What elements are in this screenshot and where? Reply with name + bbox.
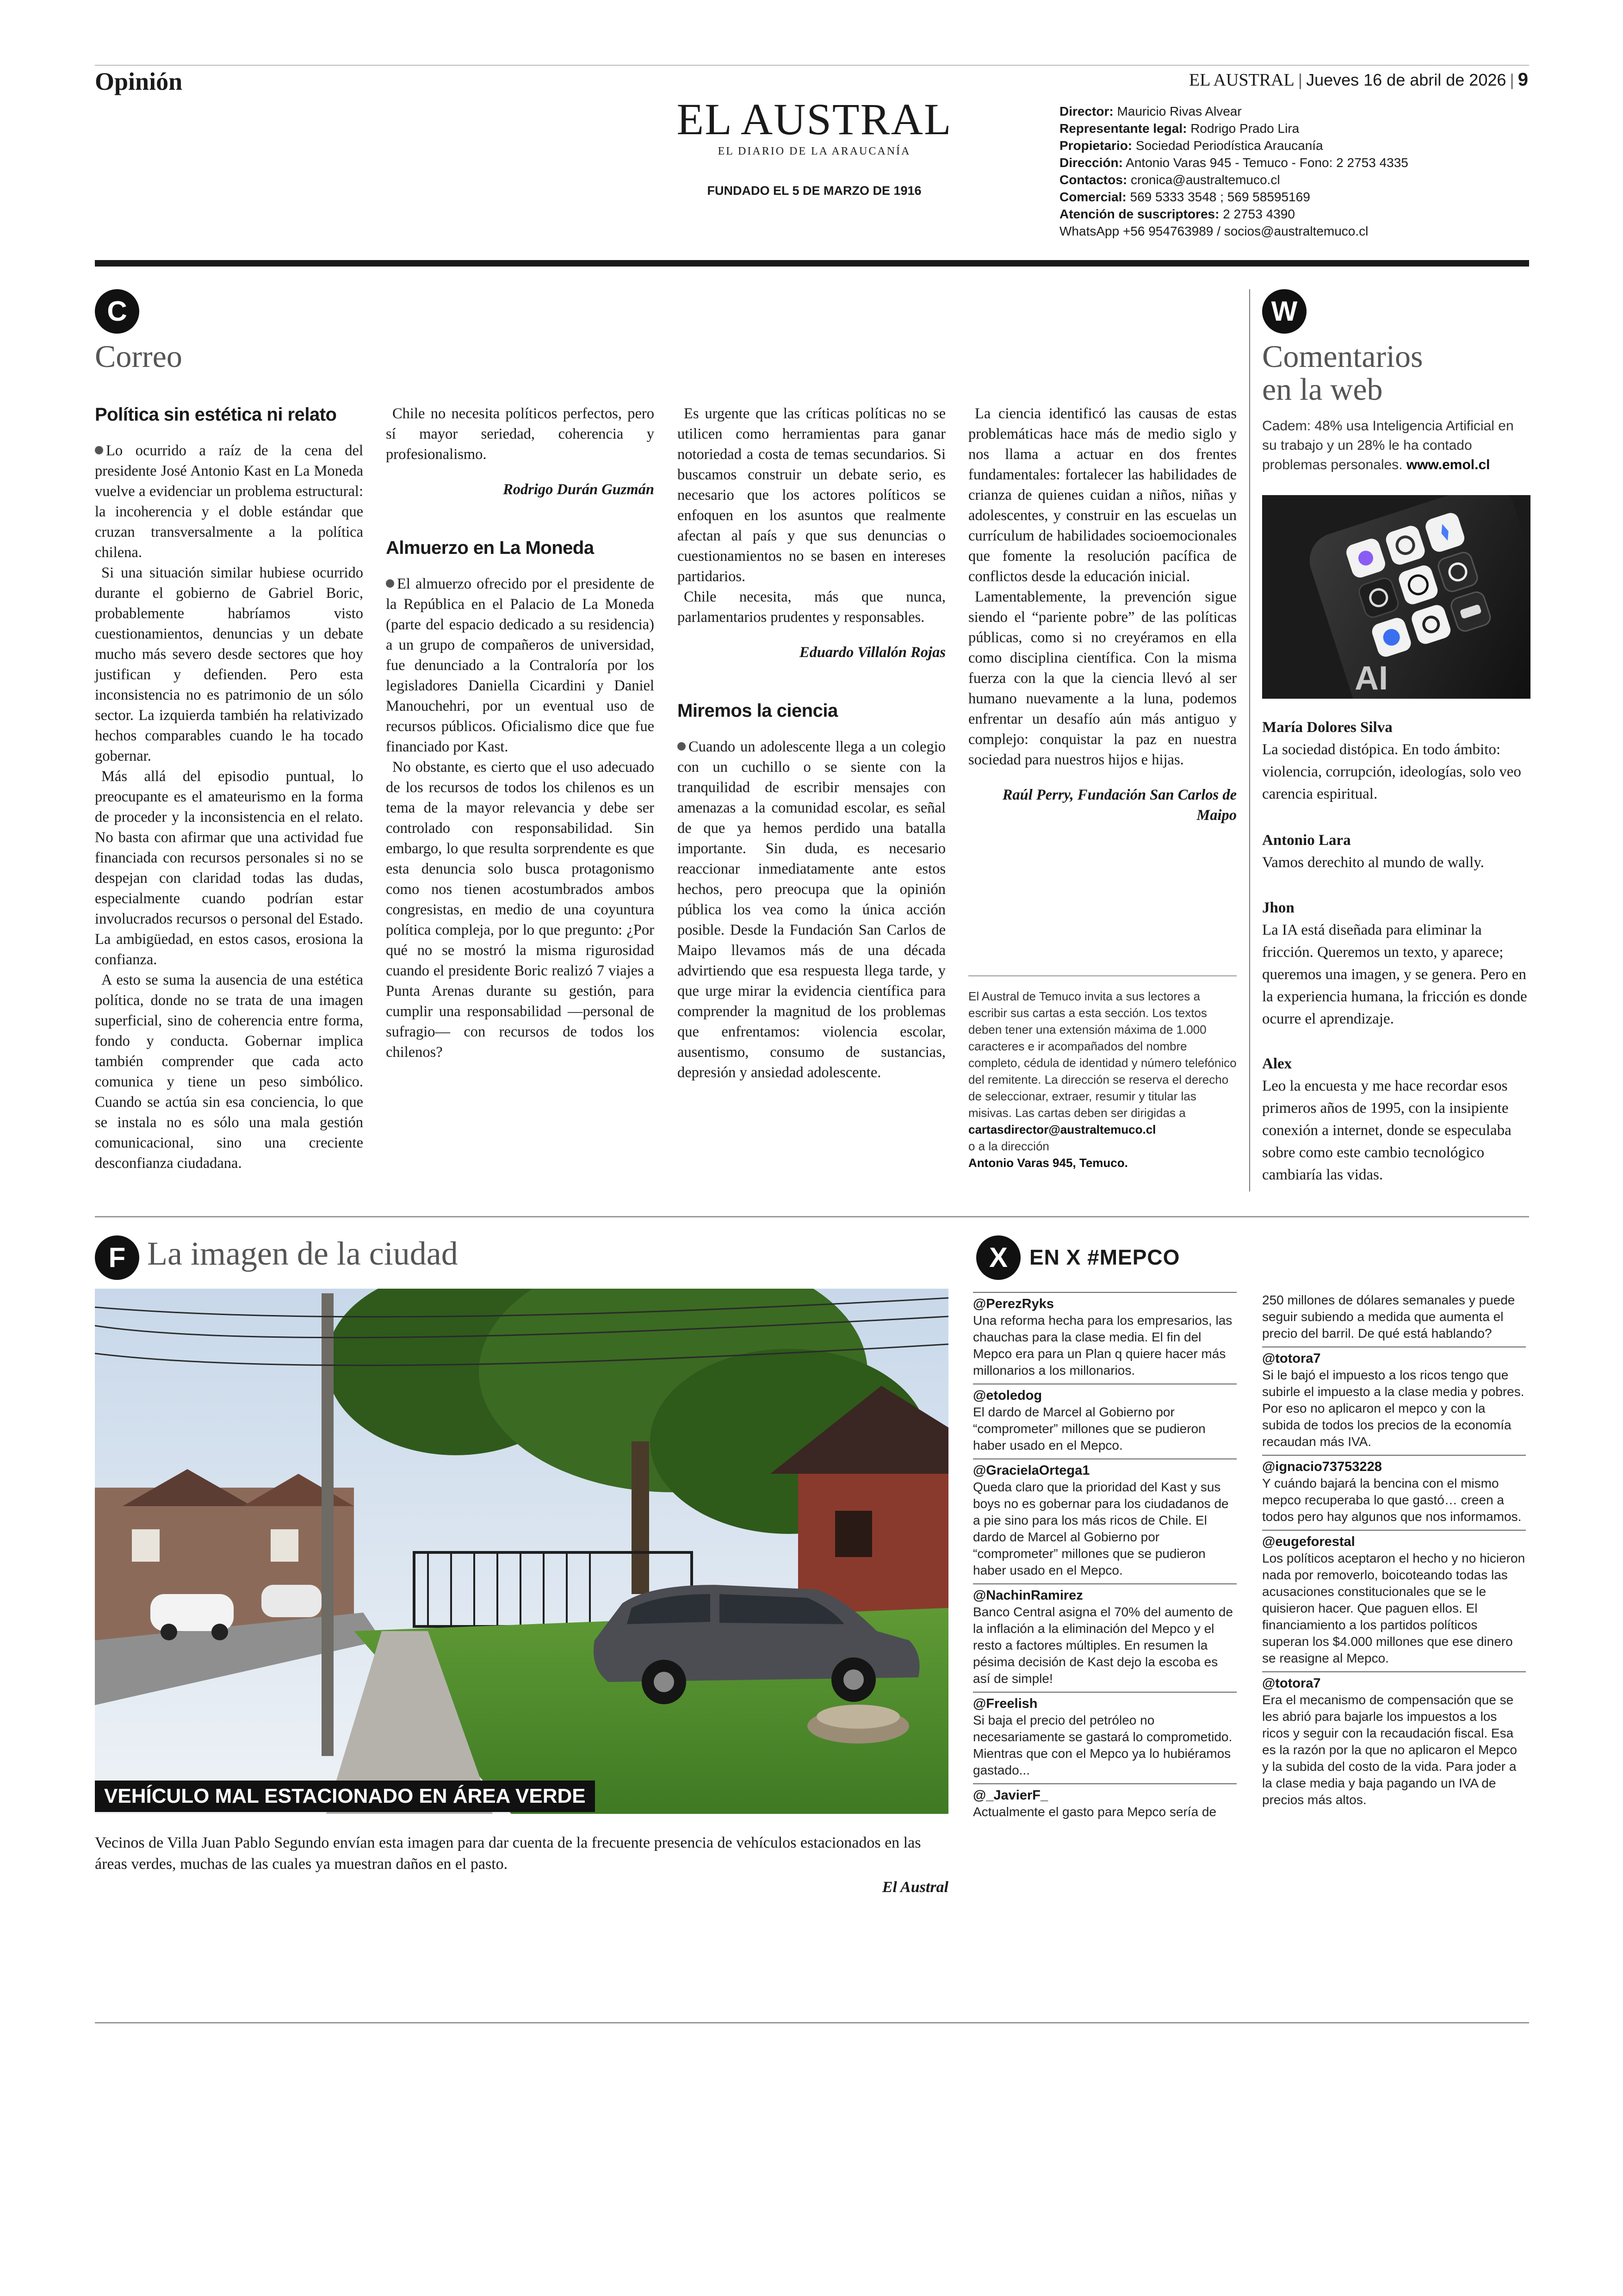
letter-title: Miremos la ciencia — [677, 701, 838, 721]
tweet-handle[interactable]: @PerezRyks — [973, 1297, 1054, 1311]
correo-title: Correo — [95, 339, 182, 374]
page-number: 9 — [1518, 69, 1528, 90]
staff-box — [1059, 103, 1408, 240]
comment-item — [1262, 829, 1530, 874]
tweet-handle[interactable]: @eugeforestal — [1262, 1534, 1355, 1549]
tweet-handle[interactable]: @_JavierF_ — [973, 1788, 1048, 1803]
comment-author: María Dolores Silva — [1262, 719, 1393, 736]
photo-caption-bar: VEHÍCULO MAL ESTACIONADO EN ÁREA VERDE — [95, 1781, 595, 1812]
bullet-icon — [677, 742, 686, 751]
masthead — [671, 94, 958, 198]
photo-description: Vecinos de Villa Juan Pablo Segundo envían esta imagen para dar cuenta de la frecuente presencia de vehículos estacionados en las áreas verdes, muchas de las cuales ya muestran daños en el pasto. — [95, 1834, 921, 1873]
letter-title: Almuerzo en La Moneda — [386, 538, 594, 558]
header-thick-rule — [95, 260, 1529, 267]
staff-line: Comercial: 569 5333 3548 ; 569 58595169 — [1059, 190, 1310, 204]
correo-badge: C — [95, 289, 139, 334]
notice-rule — [968, 975, 1237, 976]
comment-item — [1262, 897, 1530, 1030]
comment-item — [1262, 716, 1530, 805]
date-line: EL AUSTRAL | Jueves 16 de abril de 2026 | 9 — [1189, 69, 1528, 90]
bottom-rule — [95, 2022, 1529, 2023]
tweet — [1262, 1455, 1526, 1525]
letter-paragraph: Chile necesita, más que nunca, parlamentarios prudentes y responsables. — [677, 589, 946, 626]
masthead-tagline: EL DIARIO DE LA ARAUCANÍA — [718, 145, 911, 157]
notice-email[interactable]: cartasdirector@australtemuco.cl — [968, 1123, 1156, 1136]
comments-divider — [1249, 289, 1250, 1191]
letter-title: Política sin estética ni relato — [95, 404, 337, 425]
tweet-handle[interactable]: @etoledog — [973, 1388, 1042, 1403]
comment-text: Vamos derechito al mundo de wally. — [1262, 854, 1484, 871]
photo-credit: El Austral — [882, 1879, 948, 1896]
staff-line: Director: Mauricio Rivas Alvear — [1059, 104, 1242, 118]
letter-signature: Raúl Perry, Fundación San Carlos de Maipo — [1002, 787, 1237, 824]
letter-paragraph: No obstante, es cierto que el uso adecuado de los recursos de todos los chilenos es un tema de la mayor relevancia y debe ser controlado con responsabilidad. Sin embargo, lo que resulta sorprendente es que esta denuncia solo busca protagonismo como nos tienen acostumbrados ambos congresistas, en medio de una coyuntura política compleja, por lo que pregunto: ¿Por qué no se mostró la misma rigurosidad cuando el presidente Boric realizó 7 viajes a Punta Arenas durante su gestión, para cumplir una responsabilidad —personal de sufragio— con recursos de todos los chilenos? — [386, 759, 654, 1061]
x-badge: X — [976, 1235, 1021, 1280]
tweet — [973, 1783, 1237, 1820]
comment-item — [1262, 1053, 1530, 1186]
masthead-founded: FUNDADO EL 5 DE MARZO DE 1916 — [707, 184, 922, 198]
tweet-text: Si baja el precio del petróleo no necesariamente se gastará lo comprometido. Mientras que con el Mepco ya lo hubiéramos gastado... — [973, 1713, 1233, 1777]
letters-column-2 — [386, 403, 654, 1062]
letter-paragraph: El almuerzo ofrecido por el presidente de la República en el Palacio de La Moneda (parte del espacio dedicado a su residencia) a un grupo de compañeros de universidad, fue denunciado a la Contraloría por los legisladores Daniella Cicardini y Daniel Manouchehri, por un eventual uso de recursos públicos. Oficialismo dice que fue financiado por Kast. — [386, 576, 654, 755]
letters-column-3 — [677, 403, 946, 1083]
staff-line: WhatsApp +56 954763989 / socios@australtemuco.cl — [1059, 224, 1369, 238]
letter-paragraph: La ciencia identificó las causas de estas problemáticas hace más de medio siglo y nos llama a actuar en dos frentes fundamentales: fortalecer las habilidades de crianza de quienes cuidan a niños, niñas y adolescentes, y construir en las escuelas un currículum de habilidades socioemocionales que fomente la resolución pacífica de conflictos desde la educación inicial. — [968, 405, 1237, 585]
tweet — [973, 1692, 1237, 1779]
tweet-text: 250 millones de dólares semanales y puede seguir subiendo a medida que aumenta el precio del barril. De qué está hablando? — [1262, 1293, 1515, 1340]
tweet — [1262, 1671, 1526, 1808]
letter-signature: Eduardo Villalón Rojas — [799, 644, 946, 661]
comentarios-badge: W — [1262, 289, 1307, 334]
letter-paragraph: Lamentablemente, la prevención sigue siendo el “pariente pobre” de las políticas públicas, como si no creyéramos en ella como disciplina científica. Con la misma fuerza con la que la ciencia llevó al ser humano nuevamente a la luna, podemos enfrentar un desafío aún más antiguo y complejo: conquistar la paz en nuestra sociedad para nuestros hijos e hijas. — [968, 589, 1237, 768]
letter-paragraph: Lo ocurrido a raíz de la cena del presidente José Antonio Kast en La Moneda vuelve a evidenciar un problema estructural: la incoherencia y el doble estándar que cruzan transversalmente a la política chilena. — [95, 442, 363, 561]
tweet — [973, 1458, 1237, 1579]
source-link[interactable]: www.emol.cl — [1406, 457, 1490, 472]
tweet-handle[interactable]: @Freelish — [973, 1696, 1038, 1711]
letter-paragraph: A esto se suma la ausencia de una estética política, donde no se trata de una imagen superficial, sino de coherencia entre forma, fondo y conducta. Gobernar implica también comprender que cada acto comunica y tiene un peso simbólico. Cuando se actúa sin esa conciencia, lo que se instala no es sólo una mala gestión comunicacional, sino una creciente desconfianza ciudadana. — [95, 972, 363, 1172]
section-label: Opinión — [95, 68, 183, 95]
tweet-text: Queda claro que la prioridad del Kast y sus boys no es gobernar para los ciudadanos de a pie sino para los más ricos de Chile. El dardo de Marcel al Gobierno por “comprometer” millones que se pudieron haber usado en el Mepco. — [973, 1480, 1229, 1577]
tweet-text: Y cuándo bajará la bencina con el mismo mepco recuperaba lo que gastó… creen a todos pero hay algunos que nos informamos. — [1262, 1476, 1522, 1524]
comment-author: Alex — [1262, 1055, 1292, 1072]
tweet-handle[interactable]: @totora7 — [1262, 1676, 1321, 1691]
staff-line: Atención de suscriptores: 2 2753 4390 — [1059, 207, 1295, 221]
bullet-icon — [95, 446, 103, 454]
tweet-text: Si le bajó el impuesto a los ricos tengo que subirle el impuesto a la clase media y pobres. Por eso no aplicaron el mepco y con la subida de todos los precios de la economía recaudan más IVA. — [1262, 1368, 1524, 1449]
letters-column-1 — [95, 403, 363, 1173]
comment-author: Antonio Lara — [1262, 832, 1351, 849]
tweet-text: Una reforma hecha para los empresarios, las chauchas para la clase media. El fin del Mepco era para un Plan q quiere hacer más millonarios a los millonarios. — [973, 1313, 1233, 1378]
staff-line: Propietario: Sociedad Periodística Araucanía — [1059, 138, 1323, 153]
city-photo — [95, 1289, 948, 1814]
tweet — [1262, 1530, 1526, 1667]
tweet-text: Banco Central asigna el 70% del aumento de la inflación a la eliminación del Mepco y el resto a factores múltiples. En resumen la pésima decisión de Kast dejo la escoba es así de simple! — [973, 1605, 1233, 1686]
comment-text: La IA está diseñada para eliminar la fricción. Queremos un texto, y aparece; queremos una imagen, y se genera. Pero en la experiencia humana, la fricción es donde ocurre el aprendizaje. — [1262, 922, 1527, 1027]
tweet-text: El dardo de Marcel al Gobierno por “comprometer” millones que se pudieron haber usado en el Mepco. — [973, 1405, 1206, 1452]
letter-paragraph: Es urgente que las críticas políticas no se utilicen como herramientas para ganar notoriedad a costa de temas secundarios. Si buscamos construir un debate serio, es necesario que los actores políticos se enfoquen en los asuntos que realmente afectan al país y que sus denuncias o cuestionamientos no se basen en intereses partidarios. — [677, 405, 946, 585]
comment-text: La sociedad distópica. En todo ámbito: violencia, corrupción, ideologías, solo veo carencia espiritual. — [1262, 741, 1521, 802]
letter-paragraph: Más allá del episodio puntual, lo preocupante es el amateurismo en la forma de proceder y la inconsistencia en el relato. No basta con afirmar que una actividad fue financiada con recursos personales si no se despejan con claridad todas las dudas, especialmente cuando podrían estar involucrados recursos o personal del Estado. La ambigüedad, en estos casos, erosiona la confianza. — [95, 768, 363, 968]
letters-column-4 — [968, 403, 1237, 825]
tweet — [973, 1583, 1237, 1687]
tweet — [973, 1292, 1237, 1379]
issue-date: Jueves 16 de abril de 2026 — [1306, 70, 1506, 89]
tweet — [1262, 1292, 1526, 1342]
comentarios-intro: Cadem: 48% usa Inteligencia Artificial en su trabajo y un 28% le ha contado problemas personales. www.emol.cl — [1262, 418, 1514, 472]
ai-apps-photo — [1262, 495, 1530, 699]
bullet-icon — [386, 579, 394, 588]
imagen-title: La imagen de la ciudad — [147, 1235, 458, 1272]
comment-text: Leo la encuesta y me hace recordar esos primeros años de 1995, con la insipiente conexión a internet, donde se especulaba sobre como este cambio tecnológico cambiaría las vidas. — [1262, 1078, 1511, 1183]
notice-address: Antonio Varas 945, Temuco. — [968, 1156, 1128, 1170]
tweet-handle[interactable]: @GracielaOrtega1 — [973, 1463, 1090, 1478]
letter-paragraph: Si una situación similar hubiese ocurrido durante el gobierno de Gabriel Boric, probablemente habríamos visto cuestionamientos, denuncias y un debate mucho más severo desde sectores que hoy justifican y defienden. Pero esta inconsistencia no es patrimonio de un sólo sector. La izquierda también ha relativizado hechos comparables cuando le ha tocado gobernar. — [95, 565, 363, 764]
tweets-column-1 — [973, 1292, 1237, 1825]
top-rule — [95, 65, 1529, 66]
tweet-handle[interactable]: @ignacio73753228 — [1262, 1459, 1382, 1474]
tweets-column-2 — [1262, 1292, 1526, 1813]
masthead-logo: EL AUSTRAL — [676, 94, 952, 144]
comment-author: Jhon — [1262, 900, 1295, 916]
staff-line: Representante legal: Rodrigo Prado Lira — [1059, 121, 1300, 136]
paper-name: EL AUSTRAL — [1189, 70, 1295, 90]
tweet-text: Los políticos aceptaron el hecho y no hicieron nada por removerlo, boicoteando todas las acusaciones constitucionales que se le quisieron hacer. Que paguen ellos. El financiamiento a los partidos políticos superan los $4.000 millones que ese dinero se reasigne al Mepco. — [1262, 1551, 1525, 1665]
tweet — [973, 1384, 1237, 1454]
tweet-text: Era el mecanismo de compensación que se les abrió para bajarle los impuestos a los ricos y seguir con la recaudación fiscal. Esa es la razón por la que no aplicaron el Mepco y la subida del costo de la vida. Para joder a la clase media y baja pagando un IVA de precios más altos. — [1262, 1693, 1518, 1807]
mid-rule — [95, 1216, 1529, 1217]
comentarios-title: Comentarios en la web — [1262, 339, 1423, 407]
letters-notice: El Austral de Temuco invita a sus lectores a escribir sus cartas a esta sección. Los textos deben tener una extensión máxima de 1.000 caracteres e ir acompañados del nombre completo, cédula de identidad y número telefónico del remitente. La dirección se reserva el derecho de seleccionar, extraer, resumir y titular las misivas. Las cartas deben ser dirigidas a cartasdirector@australtemuco.cl o a la dirección Antonio Varas 945, Temuco. — [968, 989, 1237, 1170]
ai-image-text: AI — [1355, 660, 1388, 697]
tweet-handle[interactable]: @totora7 — [1262, 1351, 1321, 1366]
letter-signature: Rodrigo Durán Guzmán — [503, 481, 654, 498]
tweet — [1262, 1347, 1526, 1450]
staff-line: Dirección: Antonio Varas 945 - Temuco - Fono: 2 2753 4335 — [1059, 155, 1408, 170]
x-section-title: EN X #MEPCO — [1029, 1245, 1180, 1269]
tweet-handle[interactable]: @NachinRamirez — [973, 1588, 1083, 1603]
letter-paragraph: Cuando un adolescente llega a un colegio con un cuchillo o se siente con la tranquilidad de escribir mensajes con amenazas a la comunidad escolar, es señal de que ya hemos perdido una batalla importante. Sin duda, es necesario reaccionar inmediatamente ante estos hechos, pero preocupa que la opinión pública los vea como la única acción posible. Desde la Fundación San Carlos de Maipo llevamos más de una década advirtiendo que esa respuesta llega tarde, y que urge mirar la evidencia científica para comprender la magnitud de los problemas que enfrentamos: violencia escolar, ausentismo, consumo de sustancias, depresión y ansiedad adolescente. — [677, 738, 946, 1081]
tweet-text: Actualmente el gasto para Mepco sería de — [973, 1805, 1217, 1819]
imagen-badge: F — [95, 1235, 139, 1280]
letter-paragraph: Chile no necesita políticos perfectos, pero sí mayor seriedad, coherencia y profesionalismo. — [386, 405, 654, 463]
staff-line: Contactos: cronica@australtemuco.cl — [1059, 173, 1280, 187]
